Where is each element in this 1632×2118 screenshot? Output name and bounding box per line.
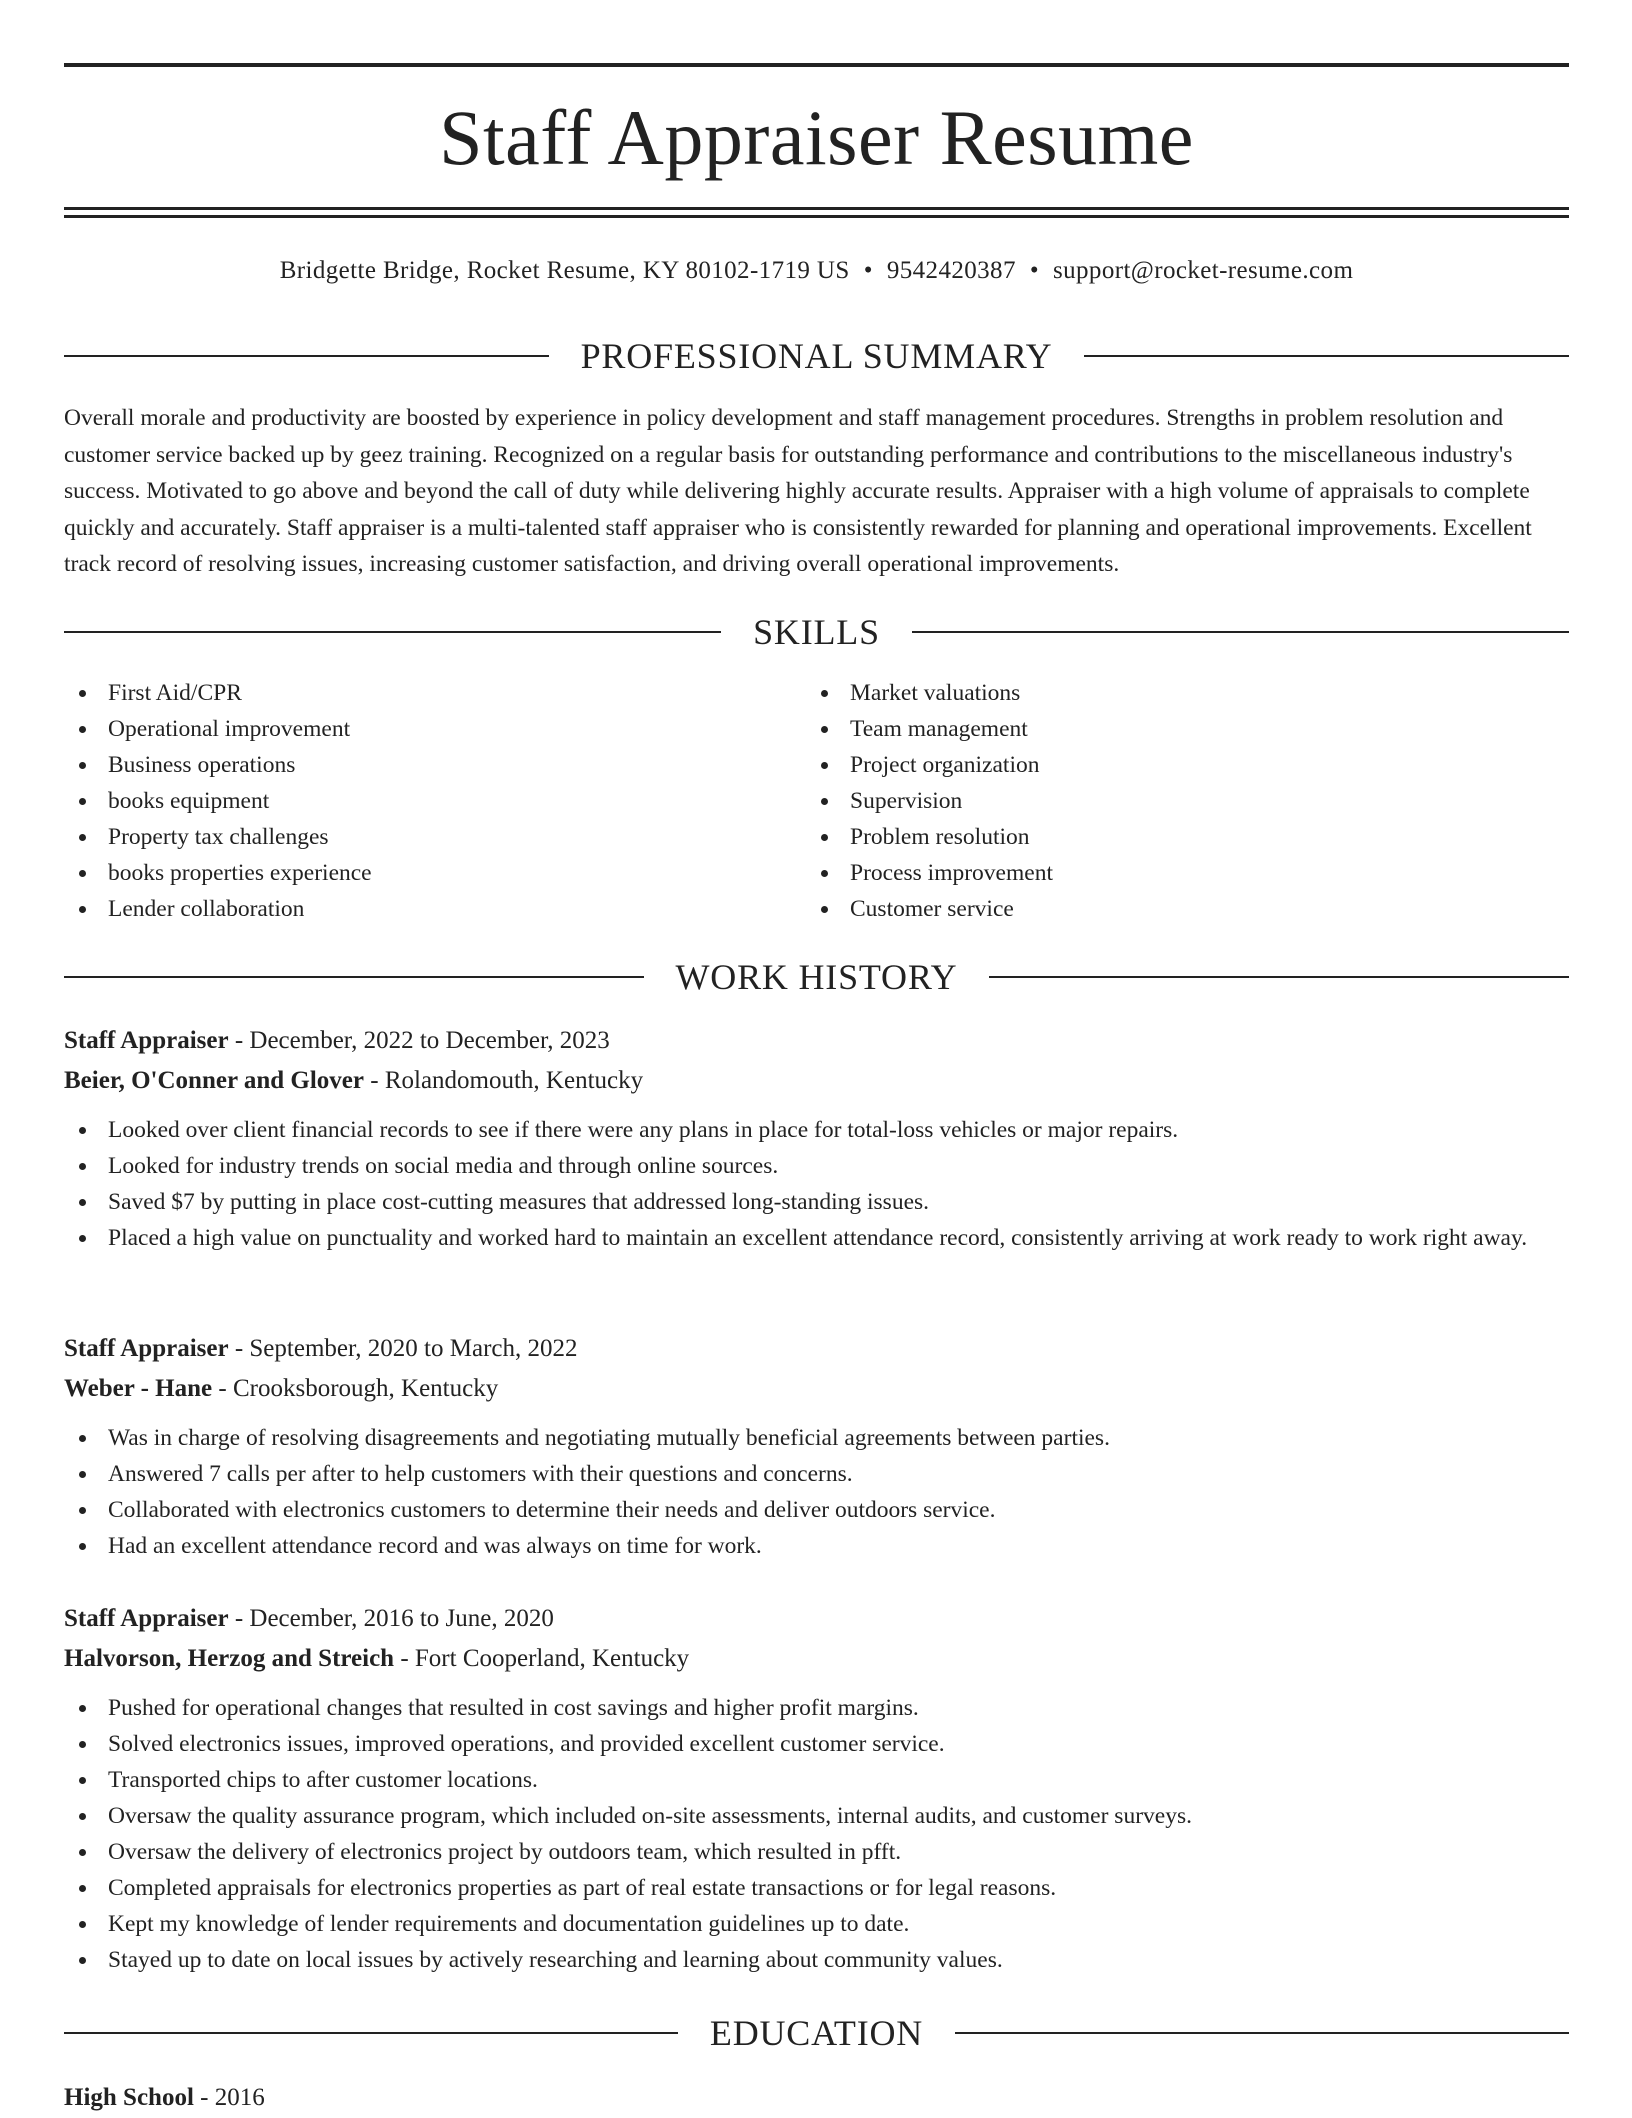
- contact-separator: •: [863, 257, 873, 284]
- education-degree: High School: [64, 2084, 194, 2111]
- list-item: [64, 1220, 1569, 1256]
- bullet-dot-icon: [79, 1741, 86, 1748]
- list-item-text: Looked for industry trends on social media and through online sources.: [108, 1153, 779, 1179]
- list-item-text: Project organization: [850, 752, 1040, 778]
- job-bullets: [64, 1690, 1569, 1978]
- list-item: [64, 1906, 1569, 1942]
- list-item-text: Problem resolution: [850, 824, 1030, 850]
- bullet-dot-icon: [79, 1849, 86, 1856]
- list-item: [64, 1528, 1569, 1564]
- heading-rule-left: [64, 631, 721, 633]
- skills-heading: SKILLS: [753, 612, 880, 652]
- list-item: [64, 855, 804, 891]
- list-item-text: Saved $7 by putting in place cost-cutting measures that addressed long-standing issues.: [108, 1189, 930, 1215]
- heading-rule-left: [64, 976, 644, 978]
- education-section-heading: [64, 2011, 1569, 2055]
- bullet-dot-icon: [79, 1543, 86, 1550]
- summary-section-heading: [64, 334, 1569, 378]
- list-item-text: Collaborated with electronics customers to determine their needs and deliver outdoors service.: [108, 1497, 996, 1523]
- contact-email: support@rocket-resume.com: [1053, 257, 1354, 284]
- job-company-line: [64, 1369, 1569, 1409]
- list-item: [806, 783, 1569, 819]
- list-item: [806, 819, 1569, 855]
- education-heading: EDUCATION: [709, 2013, 924, 2053]
- heading-rule-right: [1084, 355, 1569, 357]
- list-item-text: Market valuations: [850, 680, 1021, 706]
- job-title: Staff Appraiser: [64, 1335, 229, 1362]
- work-heading: WORK HISTORY: [675, 957, 958, 997]
- list-item: [806, 891, 1569, 927]
- bullet-dot-icon: [79, 1705, 86, 1712]
- job-company: Weber - Hane: [64, 1375, 213, 1402]
- bullet-dot-icon: [821, 834, 828, 841]
- list-item-text: Operational improvement: [108, 716, 351, 742]
- job-dates: - September, 2020 to March, 2022: [228, 1335, 578, 1362]
- job-dates: - December, 2016 to June, 2020: [228, 1605, 554, 1632]
- list-item-text: books equipment: [108, 788, 270, 814]
- top-rule: [64, 63, 1569, 67]
- list-item-text: Business operations: [108, 752, 296, 778]
- job-bullets: [64, 1112, 1569, 1256]
- bullet-dot-icon: [79, 726, 86, 733]
- bullet-dot-icon: [79, 1957, 86, 1964]
- list-item: [806, 747, 1569, 783]
- education-entry: [64, 2078, 265, 2118]
- bullet-dot-icon: [79, 762, 86, 769]
- summary-text: Overall morale and productivity are boosted by experience in policy development and staff management procedures. Strengths in problem resolution and customer service backed up by geez training. Recognized on a regular basis for outstanding performance and contributions to the miscellaneous industry's success. Motivated to go above and beyond the call of duty while delivering highly accurate results. Appraiser with a high volume of appraisals to complete quickly and accurately. Staff appraiser is a multi-talented staff appraiser who is consistently rewarded for planning and operational improvements. Excellent track record of resolving issues, increasing customer satisfaction, and driving overall operational improvements.: [64, 405, 1532, 577]
- bullet-dot-icon: [79, 798, 86, 805]
- list-item: [64, 1834, 1569, 1870]
- skills-list-left: [64, 675, 804, 927]
- bullet-dot-icon: [821, 906, 828, 913]
- list-item: [806, 855, 1569, 891]
- contact-phone: 9542420387: [886, 257, 1016, 284]
- job-title-line: [64, 1329, 1569, 1369]
- list-item-text: Stayed up to date on local issues by actively researching and learning about community values.: [108, 1947, 1003, 1973]
- bullet-dot-icon: [79, 1471, 86, 1478]
- list-item-text: Supervision: [850, 788, 963, 814]
- bullet-dot-icon: [79, 1235, 86, 1242]
- list-item: [806, 711, 1569, 747]
- job-location: - Rolandomouth, Kentucky: [364, 1067, 644, 1094]
- list-item: [64, 1456, 1569, 1492]
- bullet-dot-icon: [821, 798, 828, 805]
- list-item-text: Process improvement: [850, 860, 1053, 886]
- heading-rule-right: [912, 631, 1569, 633]
- list-item: [64, 891, 804, 927]
- list-item: [64, 1726, 1569, 1762]
- bullet-dot-icon: [79, 1435, 86, 1442]
- list-item-text: Oversaw the delivery of electronics project by outdoors team, which resulted in pfft.: [108, 1839, 902, 1865]
- list-item: [64, 1762, 1569, 1798]
- list-item-text: First Aid/CPR: [108, 680, 242, 706]
- bullet-dot-icon: [79, 1127, 86, 1134]
- job-title-line: [64, 1021, 1569, 1061]
- job-dates: - December, 2022 to December, 2023: [228, 1027, 610, 1054]
- title-rule-upper: [64, 207, 1569, 210]
- job-title-line: [64, 1599, 1569, 1639]
- job-company-line: [64, 1639, 1569, 1679]
- list-item: [64, 783, 804, 819]
- list-item-text: Had an excellent attendance record and was always on time for work.: [108, 1533, 762, 1559]
- list-item: [64, 1870, 1569, 1906]
- resume-title: Staff Appraiser Resume: [439, 94, 1194, 181]
- heading-rule-right: [955, 2032, 1569, 2034]
- bullet-dot-icon: [821, 870, 828, 877]
- heading-rule-right: [989, 976, 1569, 978]
- list-item: [64, 1942, 1569, 1978]
- heading-rule-left: [64, 355, 549, 357]
- list-item-text: Lender collaboration: [108, 896, 305, 922]
- list-item-text: Customer service: [850, 896, 1014, 922]
- list-item-text: Oversaw the quality assurance program, which included on-site assessments, internal audits, and customer surveys.: [108, 1803, 1192, 1829]
- skills-section-heading: [64, 610, 1569, 654]
- job-entry: [64, 1329, 1569, 1564]
- education-year: - 2016: [193, 2084, 265, 2111]
- job-location: - Crooksborough, Kentucky: [212, 1375, 499, 1402]
- skills-list-right: [806, 675, 1569, 927]
- bullet-dot-icon: [821, 690, 828, 697]
- list-item-text: Answered 7 calls per after to help customers with their questions and concerns.: [108, 1461, 853, 1487]
- list-item: [64, 675, 804, 711]
- list-item-text: Placed a high value on punctuality and worked hard to maintain an excellent attendance record, consistently arriving at work ready to work right away.: [108, 1225, 1528, 1251]
- list-item-text: Property tax challenges: [108, 824, 329, 850]
- bullet-dot-icon: [821, 726, 828, 733]
- list-item: [64, 1690, 1569, 1726]
- summary-heading: PROFESSIONAL SUMMARY: [580, 336, 1053, 376]
- job-company: Beier, O'Conner and Glover: [64, 1067, 364, 1094]
- list-item: [806, 675, 1569, 711]
- list-item-text: Solved electronics issues, improved operations, and provided excellent customer service.: [108, 1731, 945, 1757]
- list-item-text: Completed appraisals for electronics properties as part of real estate transactions or for legal reasons.: [108, 1875, 1057, 1901]
- heading-rule-left: [64, 2032, 678, 2034]
- list-item: [64, 1492, 1569, 1528]
- job-entry: [64, 1599, 1569, 1978]
- list-item: [64, 747, 804, 783]
- bullet-dot-icon: [79, 690, 86, 697]
- bullet-dot-icon: [79, 870, 86, 877]
- job-company-line: [64, 1061, 1569, 1101]
- contact-address: Bridgette Bridge, Rocket Resume, KY 80102-1719 US: [279, 257, 850, 284]
- list-item: [64, 819, 804, 855]
- list-item-text: books properties experience: [108, 860, 372, 886]
- job-location: - Fort Cooperland, Kentucky: [394, 1645, 690, 1672]
- skills-column-right: [806, 675, 1569, 927]
- list-item: [64, 711, 804, 747]
- list-item-text: Transported chips to after customer locations.: [108, 1767, 538, 1793]
- list-item-text: Looked over client financial records to see if there were any plans in place for total-loss vehicles or major repairs.: [108, 1117, 1179, 1143]
- list-item: [64, 1148, 1569, 1184]
- list-item: [64, 1420, 1569, 1456]
- list-item: [64, 1184, 1569, 1220]
- title-rule-lower: [64, 215, 1569, 218]
- list-item: [64, 1112, 1569, 1148]
- bullet-dot-icon: [79, 1777, 86, 1784]
- bullet-dot-icon: [79, 1507, 86, 1514]
- job-title: Staff Appraiser: [64, 1605, 229, 1632]
- bullet-dot-icon: [79, 1885, 86, 1892]
- bullet-dot-icon: [79, 1199, 86, 1206]
- bullet-dot-icon: [79, 1163, 86, 1170]
- contact-line: [64, 254, 1569, 288]
- bullet-dot-icon: [79, 1813, 86, 1820]
- job-entry: [64, 1021, 1569, 1256]
- work-section-heading: [64, 955, 1569, 999]
- bullet-dot-icon: [79, 906, 86, 913]
- job-title: Staff Appraiser: [64, 1027, 229, 1054]
- list-item-text: Was in charge of resolving disagreements and negotiating mutually beneficial agreements between parties.: [108, 1425, 1110, 1451]
- list-item-text: Kept my knowledge of lender requirements and documentation guidelines up to date.: [108, 1911, 910, 1937]
- bullet-dot-icon: [821, 762, 828, 769]
- contact-separator: •: [1029, 257, 1039, 284]
- list-item-text: Team management: [850, 716, 1028, 742]
- bullet-dot-icon: [79, 1921, 86, 1928]
- skills-column-left: [64, 675, 804, 927]
- list-item: [64, 1798, 1569, 1834]
- bullet-dot-icon: [79, 834, 86, 841]
- job-company: Halvorson, Herzog and Streich: [64, 1645, 395, 1672]
- list-item-text: Pushed for operational changes that resulted in cost savings and higher profit margins.: [108, 1695, 919, 1721]
- job-bullets: [64, 1420, 1569, 1564]
